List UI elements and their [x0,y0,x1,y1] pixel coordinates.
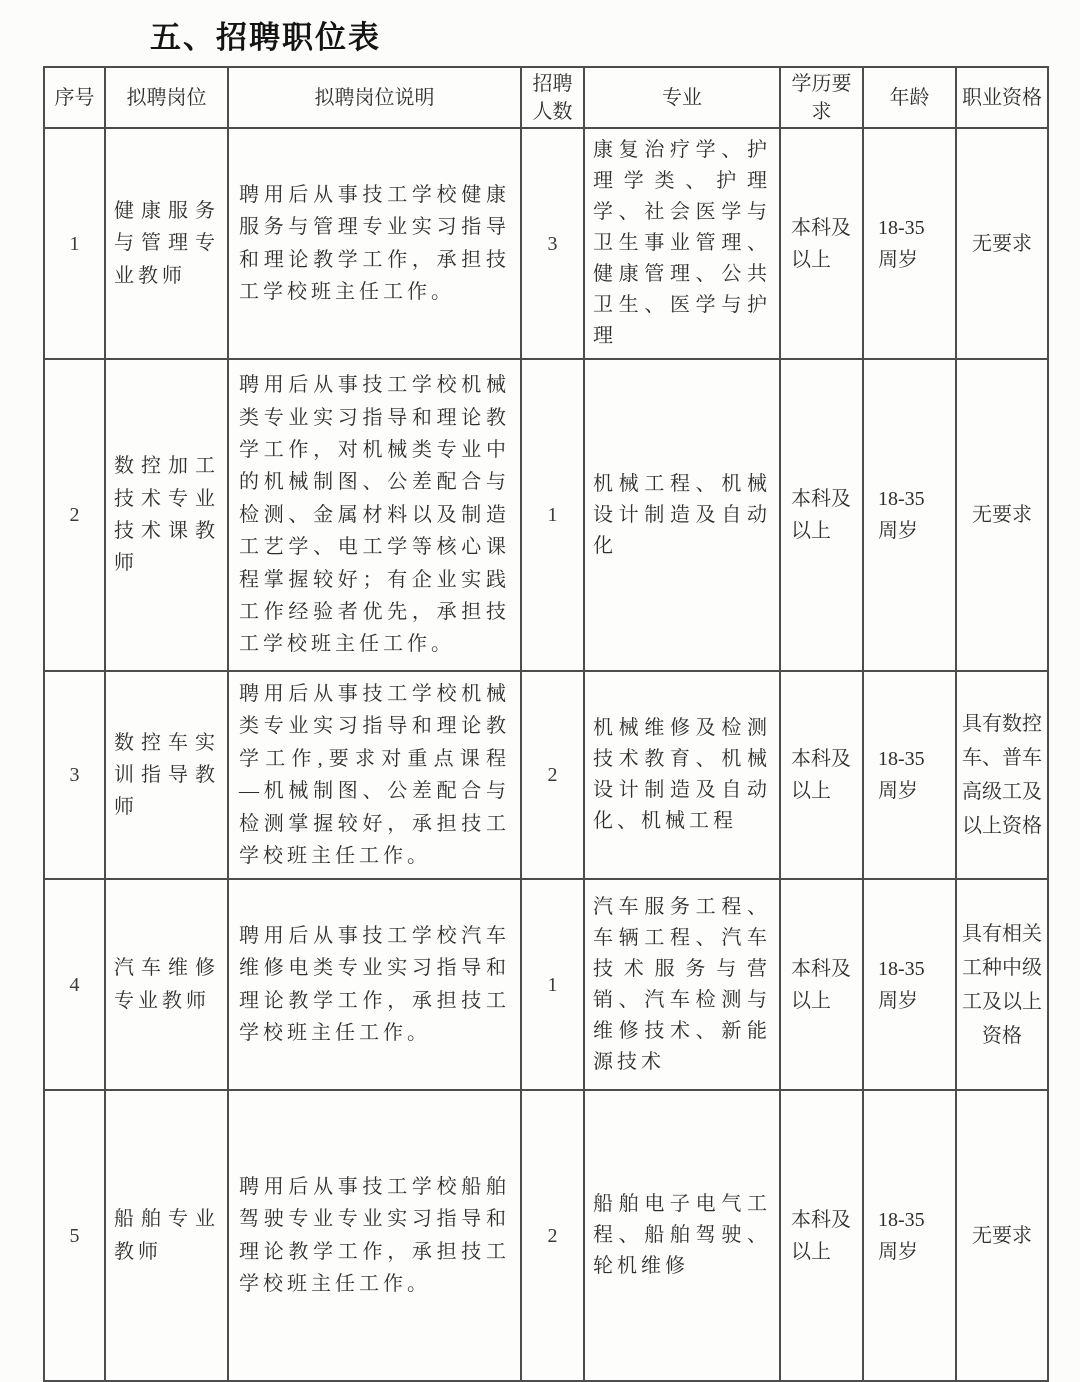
row-5-major: 船舶电子电气工程、船舶驾驶、轮机维修 [584,1090,780,1381]
header-age: 年龄 [863,67,956,128]
header-position: 拟聘岗位 [105,67,228,128]
row-3-count: 2 [521,671,584,879]
row-1-major: 康复治疗学、护理学类、护理学、社会医学与卫生事业管理、健康管理、公共卫生、医学与护理 [584,128,780,359]
header-row [44,67,1048,128]
header-count: 招聘人数 [521,67,584,128]
row-4-no: 4 [44,879,105,1090]
row-2-major: 机械工程、机械设计制造及自动化 [584,359,780,671]
row-4-education: 本科及以上 [780,879,863,1090]
row-5-position: 船舶专业教师 [105,1090,228,1381]
row-1-no: 1 [44,128,105,359]
header-qualification: 职业资格 [956,67,1048,128]
row-2-age: 18-35周岁 [863,359,956,671]
row-2-position: 数控加工技术专业技术课教师 [105,359,228,671]
row-4-description: 聘用后从事技工学校汽车维修电类专业实习指导和理论教学工作，承担技工学校班主任工作。 [228,879,521,1090]
row-5-education: 本科及以上 [780,1090,863,1381]
row-1-position: 健康服务与管理专业教师 [105,128,228,359]
row-1-description: 聘用后从事技工学校健康服务与管理专业实习指导和理论教学工作，承担技工学校班主任工作。 [228,128,521,359]
recruitment-table [43,66,1049,1382]
header-major: 专业 [584,67,780,128]
row-4-qualification: 具有相关工种中级工及以上资格 [956,879,1048,1090]
header-no: 序号 [44,67,105,128]
table-row [44,671,1048,879]
header-education: 学历要求 [780,67,863,128]
row-2-qualification: 无要求 [956,359,1048,671]
row-3-age: 18-35周岁 [863,671,956,879]
row-5-description: 聘用后从事技工学校船舶驾驶专业专业实习指导和理论教学工作，承担技工学校班主任工作。 [228,1090,521,1381]
row-4-major: 汽车服务工程、车辆工程、汽车技术服务与营销、汽车检测与维修技术、新能源技术 [584,879,780,1090]
row-5-no: 5 [44,1090,105,1381]
row-3-qualification: 具有数控车、普车高级工及以上资格 [956,671,1048,879]
row-1-qualification: 无要求 [956,128,1048,359]
row-4-age: 18-35周岁 [863,879,956,1090]
row-2-no: 2 [44,359,105,671]
row-1-age: 18-35周岁 [863,128,956,359]
row-3-education: 本科及以上 [780,671,863,879]
table-row [44,1090,1048,1381]
row-4-count: 1 [521,879,584,1090]
row-3-position: 数控车实训指导教师 [105,671,228,879]
row-2-education: 本科及以上 [780,359,863,671]
page-title: 五、招聘职位表 [150,20,381,55]
row-3-no: 3 [44,671,105,879]
table-row [44,128,1048,359]
row-4-position: 汽车维修专业教师 [105,879,228,1090]
table-row [44,879,1048,1090]
header-description: 拟聘岗位说明 [228,67,521,128]
row-1-count: 3 [521,128,584,359]
row-5-age: 18-35周岁 [863,1090,956,1381]
table-header [44,67,1048,128]
row-1-education: 本科及以上 [780,128,863,359]
row-5-count: 2 [521,1090,584,1381]
row-3-description: 聘用后从事技工学校机械类专业实习指导和理论教学工作,要求对重点课程—机械制图、公差配合与检测掌握较好，承担技工学校班主任工作。 [228,671,521,879]
row-5-qualification: 无要求 [956,1090,1048,1381]
row-3-major: 机械维修及检测技术教育、机械设计制造及自动化、机械工程 [584,671,780,879]
row-2-count: 1 [521,359,584,671]
table-row [44,359,1048,671]
row-2-description: 聘用后从事技工学校机械类专业实习指导和理论教学工作，对机械类专业中的机械制图、公差配合与检测、金属材料以及制造工艺学、电工学等核心课程掌握较好；有企业实践工作经验者优先，承担技工学校班主任工作。 [228,359,521,671]
